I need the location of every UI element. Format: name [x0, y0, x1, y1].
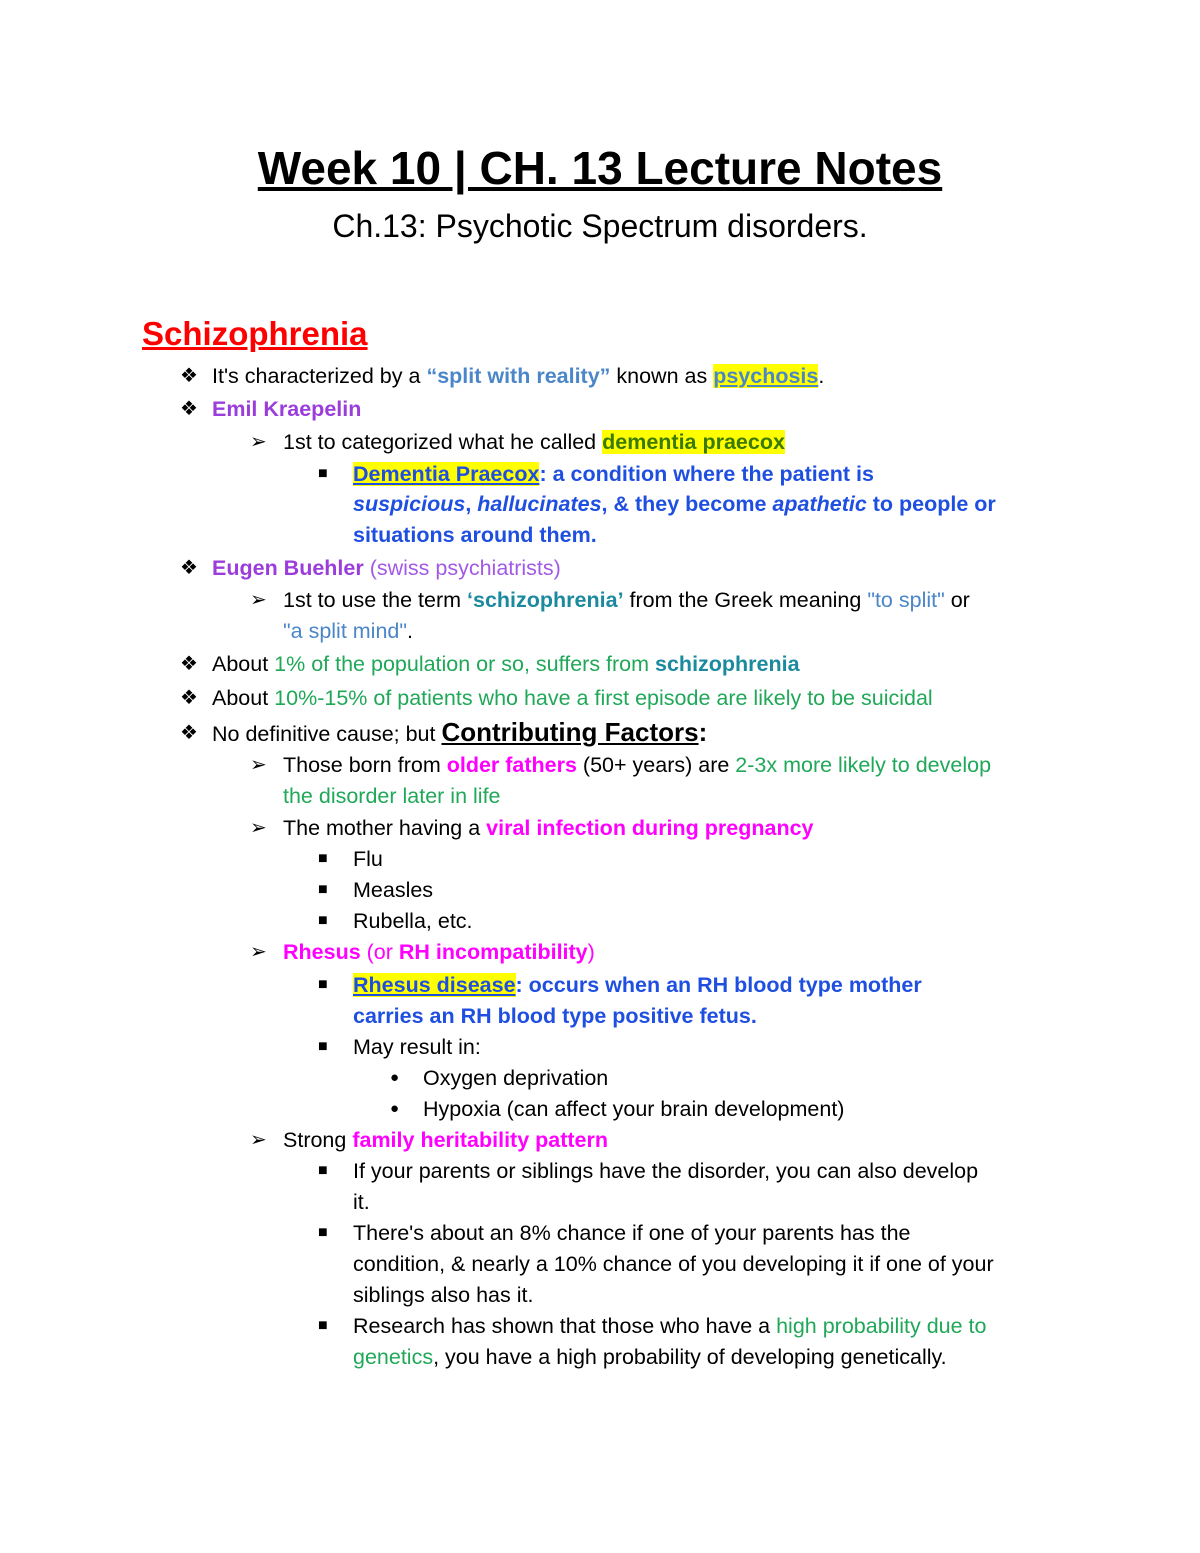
arrow-bullet-icon: ➢ [250, 817, 267, 839]
page-subtitle: Ch.13: Psychotic Spectrum disorders. [332, 208, 868, 244]
list-item-continuation: genetics, you have a high probability of developing genetically. [353, 1345, 947, 1369]
square-bullet-icon: ■ [318, 1162, 328, 1179]
arrow-bullet-icon: ➢ [250, 754, 267, 776]
diamond-bullet-icon: ❖ [180, 398, 198, 420]
diamond-bullet-icon: ❖ [180, 687, 198, 709]
list-item-continuation: suspicious, hallucinates, & they become apathetic to people or [353, 492, 996, 516]
list-item: If your parents or siblings have the disorder, you can also develop [353, 1159, 979, 1183]
list-item: Rhesus (or RH incompatibility) [283, 940, 595, 964]
list-item: Those born from older fathers (50+ years) are 2-3x more likely to develop [283, 753, 992, 777]
square-bullet-icon: ■ [318, 912, 328, 929]
square-bullet-icon: ■ [318, 465, 328, 482]
list-item: Strong family heritability pattern [283, 1128, 608, 1152]
list-item: There's about an 8% chance if one of your parents has the [353, 1221, 911, 1245]
arrow-bullet-icon: ➢ [250, 589, 267, 611]
list-item-continuation: carries an RH blood type positive fetus. [353, 1004, 757, 1028]
list-item: No definitive cause; but Contributing Factors: [212, 717, 708, 747]
list-item: It's characterized by a “split with reality” known as psychosis. [212, 364, 825, 388]
list-item: Rhesus disease: occurs when an RH blood type mother [353, 973, 922, 997]
list-item-continuation: "a split mind". [283, 619, 413, 643]
list-item: May result in: [353, 1035, 481, 1059]
list-item-continuation: condition, & nearly a 10% chance of you developing it if one of your [353, 1252, 994, 1276]
square-bullet-icon: ■ [318, 1224, 328, 1241]
list-item: Dementia Praecox: a condition where the patient is [353, 462, 874, 486]
list-item: About 1% of the population or so, suffers from schizophrenia [212, 652, 800, 676]
section-heading-schizophrenia: Schizophrenia [142, 315, 368, 352]
list-item: Oxygen deprivation [423, 1066, 609, 1090]
diamond-bullet-icon: ❖ [180, 722, 198, 744]
list-item-continuation: it. [353, 1190, 370, 1214]
square-bullet-icon: ■ [318, 850, 328, 867]
list-item-continuation: situations around them. [353, 523, 597, 547]
arrow-bullet-icon: ➢ [250, 431, 267, 453]
diamond-bullet-icon: ❖ [180, 365, 198, 387]
square-bullet-icon: ■ [318, 1317, 328, 1334]
diamond-bullet-icon: ❖ [180, 653, 198, 675]
square-bullet-icon: ■ [318, 976, 328, 993]
list-item: Research has shown that those who have a high probability due to [353, 1314, 987, 1338]
square-bullet-icon: ■ [318, 1038, 328, 1055]
list-item: About 10%-15% of patients who have a first episode are likely to be suicidal [212, 686, 933, 710]
list-item: Emil Kraepelin [212, 397, 362, 421]
list-item: The mother having a viral infection during pregnancy [283, 816, 814, 840]
list-item: 1st to categorized what he called dementia praecox [283, 430, 785, 454]
list-item: Hypoxia (can affect your brain development) [423, 1097, 845, 1121]
list-item-continuation: the disorder later in life [283, 784, 501, 808]
list-item: 1st to use the term ‘schizophrenia’ from the Greek meaning "to split" or [283, 588, 970, 612]
dot-bullet-icon: ● [390, 1100, 400, 1117]
list-item: Flu [353, 847, 383, 871]
square-bullet-icon: ■ [318, 881, 328, 898]
page-title: Week 10 | CH. 13 Lecture Notes [257, 142, 943, 194]
arrow-bullet-icon: ➢ [250, 1129, 267, 1151]
list-item: Measles [353, 878, 434, 902]
list-item: Rubella, etc. [353, 909, 473, 933]
list-item: Eugen Buehler (swiss psychiatrists) [212, 556, 561, 580]
list-item-continuation: siblings also has it. [353, 1283, 534, 1307]
diamond-bullet-icon: ❖ [180, 557, 198, 579]
arrow-bullet-icon: ➢ [250, 941, 267, 963]
dot-bullet-icon: ● [390, 1069, 400, 1086]
